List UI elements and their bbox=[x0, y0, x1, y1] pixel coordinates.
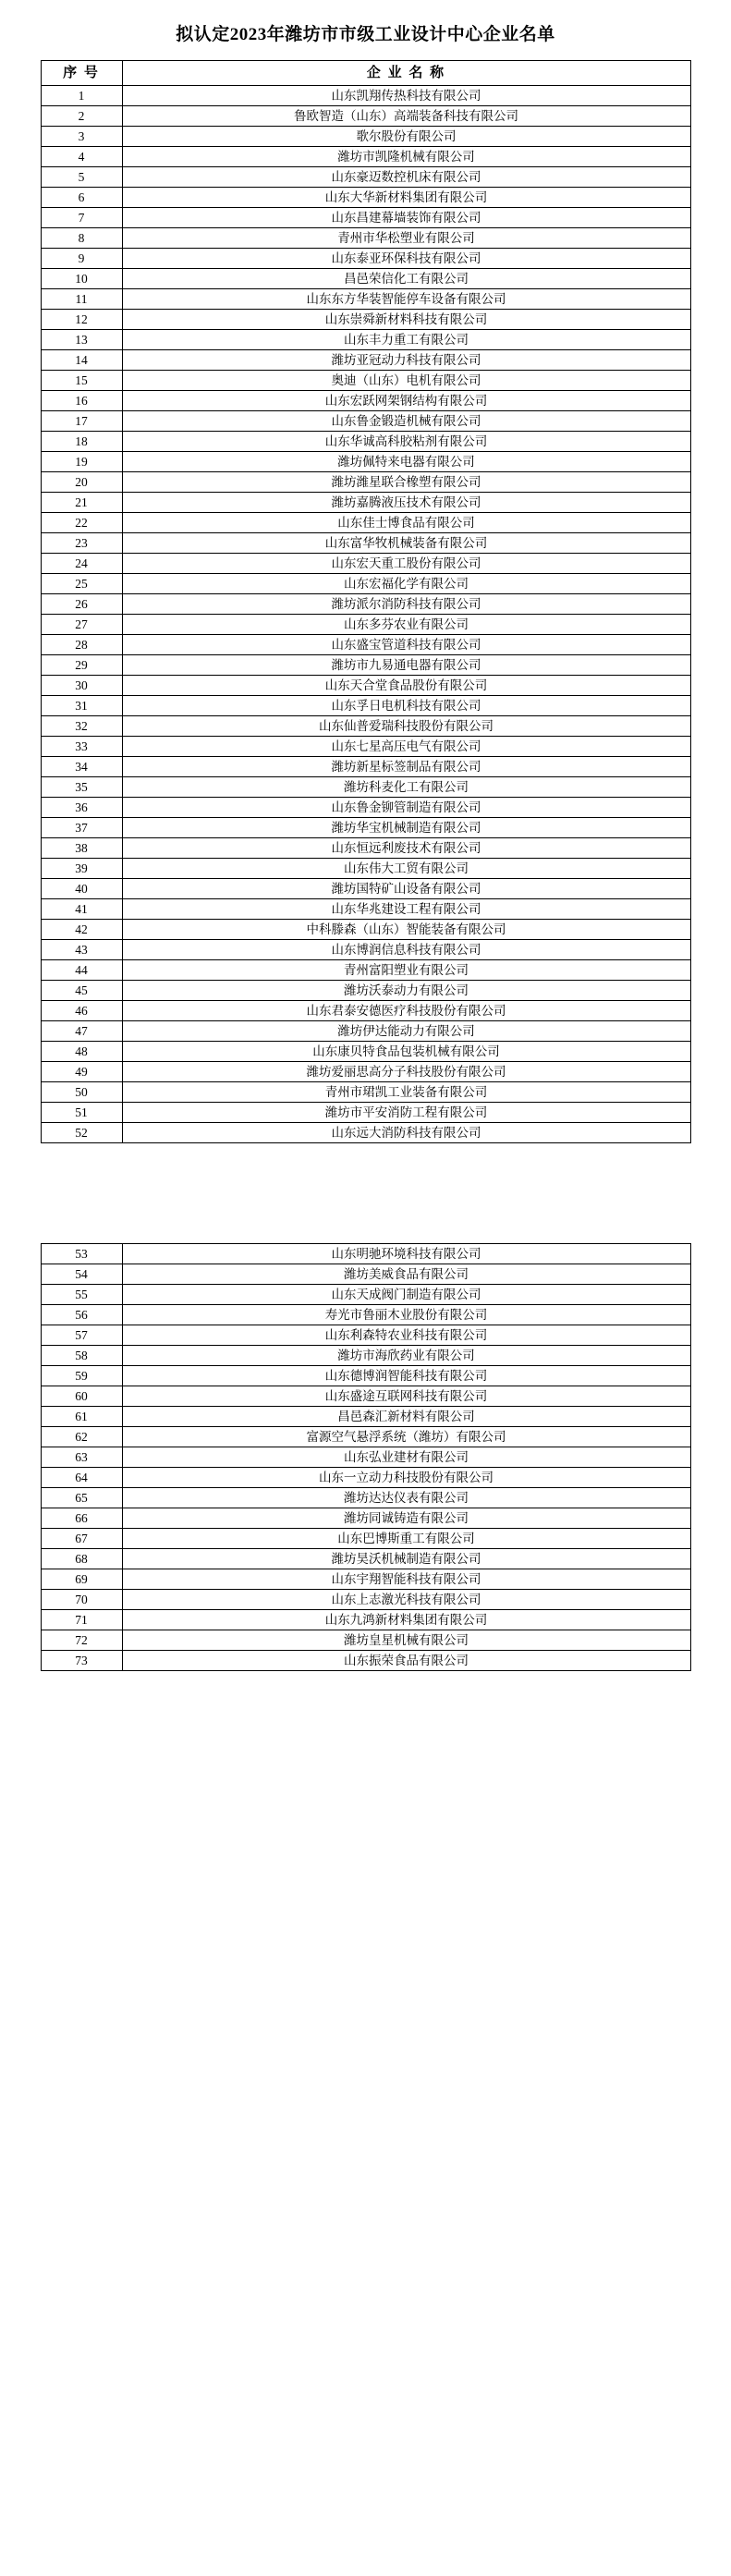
table-row bbox=[41, 737, 690, 757]
table-row bbox=[41, 208, 690, 228]
cell-enterprise-name: 昌邑荣信化工有限公司 bbox=[122, 269, 690, 289]
table-row bbox=[41, 472, 690, 493]
table-row bbox=[41, 1305, 690, 1325]
cell-number: 10 bbox=[41, 269, 122, 289]
cell-number: 73 bbox=[41, 1651, 122, 1671]
cell-enterprise-name: 山东九鸿新材料集团有限公司 bbox=[122, 1610, 690, 1630]
cell-enterprise-name: 鲁欧智造（山东）高端装备科技有限公司 bbox=[122, 106, 690, 127]
cell-number: 51 bbox=[41, 1103, 122, 1123]
table-row bbox=[41, 960, 690, 981]
cell-number: 28 bbox=[41, 635, 122, 655]
table-row bbox=[41, 1407, 690, 1427]
table-row bbox=[41, 635, 690, 655]
cell-enterprise-name: 潍坊沃泰动力有限公司 bbox=[122, 981, 690, 1001]
table-row bbox=[41, 1123, 690, 1143]
cell-number: 55 bbox=[41, 1285, 122, 1305]
cell-enterprise-name: 山东华诚高科胶粘剂有限公司 bbox=[122, 432, 690, 452]
table-row bbox=[41, 879, 690, 899]
cell-number: 68 bbox=[41, 1549, 122, 1569]
cell-number: 72 bbox=[41, 1630, 122, 1651]
cell-number: 16 bbox=[41, 391, 122, 411]
cell-number: 45 bbox=[41, 981, 122, 1001]
table-row bbox=[41, 940, 690, 960]
cell-number: 24 bbox=[41, 554, 122, 574]
table-row bbox=[41, 1549, 690, 1569]
cell-enterprise-name: 山东利森特农业科技有限公司 bbox=[122, 1325, 690, 1346]
cell-number: 7 bbox=[41, 208, 122, 228]
cell-enterprise-name: 潍坊市平安消防工程有限公司 bbox=[122, 1103, 690, 1123]
cell-number: 9 bbox=[41, 249, 122, 269]
cell-enterprise-name: 山东佳士博食品有限公司 bbox=[122, 513, 690, 533]
cell-enterprise-name: 山东巴博斯重工有限公司 bbox=[122, 1529, 690, 1549]
table-row bbox=[41, 1062, 690, 1082]
cell-enterprise-name: 山东大华新材料集团有限公司 bbox=[122, 188, 690, 208]
cell-number: 52 bbox=[41, 1123, 122, 1143]
cell-number: 29 bbox=[41, 655, 122, 676]
cell-enterprise-name: 潍坊科麦化工有限公司 bbox=[122, 777, 690, 798]
cell-enterprise-name: 潍坊派尔消防科技有限公司 bbox=[122, 594, 690, 615]
cell-enterprise-name: 潍坊亚冠动力科技有限公司 bbox=[122, 350, 690, 371]
table-row bbox=[41, 615, 690, 635]
cell-enterprise-name: 山东伟大工贸有限公司 bbox=[122, 859, 690, 879]
cell-enterprise-name: 山东宏跃网架钢结构有限公司 bbox=[122, 391, 690, 411]
cell-enterprise-name: 山东德博润智能科技有限公司 bbox=[122, 1366, 690, 1386]
table-row bbox=[41, 411, 690, 432]
cell-enterprise-name: 山东崇舜新材料科技有限公司 bbox=[122, 310, 690, 330]
cell-number: 53 bbox=[41, 1244, 122, 1264]
cell-enterprise-name: 潍坊佩特来电器有限公司 bbox=[122, 452, 690, 472]
table-row bbox=[41, 696, 690, 716]
cell-number: 22 bbox=[41, 513, 122, 533]
cell-enterprise-name: 富源空气悬浮系统（潍坊）有限公司 bbox=[122, 1427, 690, 1447]
cell-number: 20 bbox=[41, 472, 122, 493]
table-row bbox=[41, 777, 690, 798]
table-row bbox=[41, 655, 690, 676]
cell-number: 54 bbox=[41, 1264, 122, 1285]
cell-number: 1 bbox=[41, 86, 122, 106]
cell-enterprise-name: 山东盛宝管道科技有限公司 bbox=[122, 635, 690, 655]
table-row bbox=[41, 371, 690, 391]
cell-enterprise-name: 山东天成阀门制造有限公司 bbox=[122, 1285, 690, 1305]
table-row bbox=[41, 1285, 690, 1305]
cell-enterprise-name: 山东昌建幕墙装饰有限公司 bbox=[122, 208, 690, 228]
cell-number: 38 bbox=[41, 838, 122, 859]
cell-number: 48 bbox=[41, 1042, 122, 1062]
cell-enterprise-name: 山东七星高压电气有限公司 bbox=[122, 737, 690, 757]
cell-number: 23 bbox=[41, 533, 122, 554]
page-footer-gap bbox=[0, 1143, 731, 1243]
cell-enterprise-name: 青州富阳塑业有限公司 bbox=[122, 960, 690, 981]
table-row bbox=[41, 859, 690, 879]
column-header-number: 序 号 bbox=[41, 61, 122, 86]
table-row bbox=[41, 127, 690, 147]
table-row bbox=[41, 1529, 690, 1549]
cell-enterprise-name: 山东豪迈数控机床有限公司 bbox=[122, 167, 690, 188]
cell-enterprise-name: 潍坊市凯隆机械有限公司 bbox=[122, 147, 690, 167]
cell-enterprise-name: 潍坊华宝机械制造有限公司 bbox=[122, 818, 690, 838]
cell-enterprise-name: 山东君泰安德医疗科技股份有限公司 bbox=[122, 1001, 690, 1021]
cell-enterprise-name: 山东弘业建材有限公司 bbox=[122, 1447, 690, 1468]
table-row bbox=[41, 1630, 690, 1651]
table-row bbox=[41, 269, 690, 289]
cell-number: 64 bbox=[41, 1468, 122, 1488]
table-row bbox=[41, 289, 690, 310]
cell-number: 2 bbox=[41, 106, 122, 127]
cell-number: 11 bbox=[41, 289, 122, 310]
cell-enterprise-name: 青州市华松塑业有限公司 bbox=[122, 228, 690, 249]
cell-enterprise-name: 潍坊达达仪表有限公司 bbox=[122, 1488, 690, 1508]
cell-number: 35 bbox=[41, 777, 122, 798]
table-row bbox=[41, 798, 690, 818]
cell-enterprise-name: 山东振荣食品有限公司 bbox=[122, 1651, 690, 1671]
cell-enterprise-name: 山东盛途互联网科技有限公司 bbox=[122, 1386, 690, 1407]
cell-enterprise-name: 潍坊市海欣药业有限公司 bbox=[122, 1346, 690, 1366]
cell-number: 60 bbox=[41, 1386, 122, 1407]
cell-number: 6 bbox=[41, 188, 122, 208]
cell-enterprise-name: 潍坊爱丽思高分子科技股份有限公司 bbox=[122, 1062, 690, 1082]
cell-number: 71 bbox=[41, 1610, 122, 1630]
table-row bbox=[41, 1488, 690, 1508]
cell-enterprise-name: 奥迪（山东）电机有限公司 bbox=[122, 371, 690, 391]
cell-number: 4 bbox=[41, 147, 122, 167]
cell-number: 70 bbox=[41, 1590, 122, 1610]
table-row bbox=[41, 818, 690, 838]
table-row bbox=[41, 1082, 690, 1103]
table-row bbox=[41, 1366, 690, 1386]
table-row bbox=[41, 86, 690, 106]
cell-enterprise-name: 山东鲁金锻造机械有限公司 bbox=[122, 411, 690, 432]
table-row bbox=[41, 1325, 690, 1346]
cell-number: 18 bbox=[41, 432, 122, 452]
cell-number: 63 bbox=[41, 1447, 122, 1468]
cell-number: 43 bbox=[41, 940, 122, 960]
cell-enterprise-name: 山东宇翔智能科技有限公司 bbox=[122, 1569, 690, 1590]
cell-enterprise-name: 潍坊国特矿山设备有限公司 bbox=[122, 879, 690, 899]
table-row bbox=[41, 188, 690, 208]
table-row bbox=[41, 1264, 690, 1285]
table-row bbox=[41, 1427, 690, 1447]
cell-number: 36 bbox=[41, 798, 122, 818]
table-row bbox=[41, 432, 690, 452]
cell-number: 58 bbox=[41, 1346, 122, 1366]
cell-enterprise-name: 山东仙普爱瑞科技股份有限公司 bbox=[122, 716, 690, 737]
cell-enterprise-name: 中科滕森（山东）智能装备有限公司 bbox=[122, 920, 690, 940]
cell-enterprise-name: 山东恒远利废技术有限公司 bbox=[122, 838, 690, 859]
cell-number: 59 bbox=[41, 1366, 122, 1386]
cell-number: 3 bbox=[41, 127, 122, 147]
cell-number: 32 bbox=[41, 716, 122, 737]
cell-enterprise-name: 潍坊新星标签制品有限公司 bbox=[122, 757, 690, 777]
cell-enterprise-name: 山东上志激光科技有限公司 bbox=[122, 1590, 690, 1610]
enterprise-table-part2 bbox=[41, 1243, 691, 1671]
cell-number: 65 bbox=[41, 1488, 122, 1508]
cell-number: 17 bbox=[41, 411, 122, 432]
cell-enterprise-name: 山东明驰环境科技有限公司 bbox=[122, 1244, 690, 1264]
table-row bbox=[41, 147, 690, 167]
cell-enterprise-name: 青州市珺凯工业装备有限公司 bbox=[122, 1082, 690, 1103]
table-row bbox=[41, 350, 690, 371]
cell-number: 37 bbox=[41, 818, 122, 838]
cell-enterprise-name: 山东天合堂食品股份有限公司 bbox=[122, 676, 690, 696]
cell-number: 67 bbox=[41, 1529, 122, 1549]
cell-enterprise-name: 山东博润信息科技有限公司 bbox=[122, 940, 690, 960]
cell-number: 14 bbox=[41, 350, 122, 371]
cell-enterprise-name: 山东富华牧机械装备有限公司 bbox=[122, 533, 690, 554]
enterprise-table-part1 bbox=[41, 60, 691, 1143]
cell-number: 8 bbox=[41, 228, 122, 249]
cell-enterprise-name: 昌邑森汇新材料有限公司 bbox=[122, 1407, 690, 1427]
cell-number: 27 bbox=[41, 615, 122, 635]
cell-number: 26 bbox=[41, 594, 122, 615]
cell-number: 12 bbox=[41, 310, 122, 330]
table-row bbox=[41, 838, 690, 859]
cell-number: 49 bbox=[41, 1062, 122, 1082]
cell-enterprise-name: 山东华兆建设工程有限公司 bbox=[122, 899, 690, 920]
cell-number: 47 bbox=[41, 1021, 122, 1042]
cell-number: 33 bbox=[41, 737, 122, 757]
cell-enterprise-name: 歌尔股份有限公司 bbox=[122, 127, 690, 147]
cell-enterprise-name: 山东鲁金铆管制造有限公司 bbox=[122, 798, 690, 818]
cell-number: 30 bbox=[41, 676, 122, 696]
cell-number: 5 bbox=[41, 167, 122, 188]
cell-enterprise-name: 山东丰力重工有限公司 bbox=[122, 330, 690, 350]
cell-number: 21 bbox=[41, 493, 122, 513]
cell-number: 41 bbox=[41, 899, 122, 920]
cell-enterprise-name: 山东远大消防科技有限公司 bbox=[122, 1123, 690, 1143]
cell-number: 39 bbox=[41, 859, 122, 879]
cell-number: 40 bbox=[41, 879, 122, 899]
table-row bbox=[41, 716, 690, 737]
table-row bbox=[41, 1468, 690, 1488]
cell-enterprise-name: 山东宏福化学有限公司 bbox=[122, 574, 690, 594]
table-row bbox=[41, 1021, 690, 1042]
cell-enterprise-name: 潍坊美威食品有限公司 bbox=[122, 1264, 690, 1285]
column-header-name: 企 业 名 称 bbox=[122, 61, 690, 86]
cell-enterprise-name: 山东多芬农业有限公司 bbox=[122, 615, 690, 635]
table-row bbox=[41, 757, 690, 777]
table-row bbox=[41, 106, 690, 127]
table-row bbox=[41, 228, 690, 249]
cell-enterprise-name: 山东凯翔传热科技有限公司 bbox=[122, 86, 690, 106]
cell-enterprise-name: 山东孚日电机科技有限公司 bbox=[122, 696, 690, 716]
table-row bbox=[41, 167, 690, 188]
table-row bbox=[41, 1651, 690, 1671]
table-row bbox=[41, 594, 690, 615]
table-row bbox=[41, 1610, 690, 1630]
cell-number: 56 bbox=[41, 1305, 122, 1325]
cell-number: 25 bbox=[41, 574, 122, 594]
cell-enterprise-name: 潍坊市九易通电器有限公司 bbox=[122, 655, 690, 676]
cell-enterprise-name: 山东宏天重工股份有限公司 bbox=[122, 554, 690, 574]
cell-enterprise-name: 潍坊伊达能动力有限公司 bbox=[122, 1021, 690, 1042]
table-row bbox=[41, 920, 690, 940]
cell-number: 69 bbox=[41, 1569, 122, 1590]
table-row bbox=[41, 310, 690, 330]
cell-number: 31 bbox=[41, 696, 122, 716]
cell-number: 66 bbox=[41, 1508, 122, 1529]
cell-number: 13 bbox=[41, 330, 122, 350]
cell-number: 46 bbox=[41, 1001, 122, 1021]
table-row bbox=[41, 899, 690, 920]
cell-number: 50 bbox=[41, 1082, 122, 1103]
table-row bbox=[41, 1569, 690, 1590]
cell-enterprise-name: 潍坊嘉腾液压技术有限公司 bbox=[122, 493, 690, 513]
cell-number: 61 bbox=[41, 1407, 122, 1427]
table-row bbox=[41, 1244, 690, 1264]
cell-enterprise-name: 潍坊同诚铸造有限公司 bbox=[122, 1508, 690, 1529]
table-row bbox=[41, 574, 690, 594]
cell-enterprise-name: 寿光市鲁丽木业股份有限公司 bbox=[122, 1305, 690, 1325]
cell-enterprise-name: 山东泰亚环保科技有限公司 bbox=[122, 249, 690, 269]
table-row bbox=[41, 676, 690, 696]
cell-enterprise-name: 山东康贝特食品包装机械有限公司 bbox=[122, 1042, 690, 1062]
cell-number: 34 bbox=[41, 757, 122, 777]
cell-enterprise-name: 潍坊昊沃机械制造有限公司 bbox=[122, 1549, 690, 1569]
table-row bbox=[41, 1042, 690, 1062]
table-row bbox=[41, 1590, 690, 1610]
table-row bbox=[41, 452, 690, 472]
cell-enterprise-name: 潍坊潍星联合橡塑有限公司 bbox=[122, 472, 690, 493]
table-row bbox=[41, 513, 690, 533]
table-row bbox=[41, 391, 690, 411]
table-row bbox=[41, 1103, 690, 1123]
table-row bbox=[41, 1386, 690, 1407]
table-row bbox=[41, 1508, 690, 1529]
table-row bbox=[41, 249, 690, 269]
table-row bbox=[41, 554, 690, 574]
cell-enterprise-name: 山东东方华装智能停车设备有限公司 bbox=[122, 289, 690, 310]
table-row bbox=[41, 1346, 690, 1366]
cell-number: 62 bbox=[41, 1427, 122, 1447]
table-row bbox=[41, 1447, 690, 1468]
table-row bbox=[41, 330, 690, 350]
cell-number: 42 bbox=[41, 920, 122, 940]
table-header-row bbox=[41, 61, 690, 86]
table-row bbox=[41, 981, 690, 1001]
cell-number: 19 bbox=[41, 452, 122, 472]
table-row bbox=[41, 533, 690, 554]
cell-number: 57 bbox=[41, 1325, 122, 1346]
page-title: 拟认定2023年潍坊市市级工业设计中心企业名单 bbox=[176, 25, 555, 44]
table-row bbox=[41, 1001, 690, 1021]
cell-enterprise-name: 山东一立动力科技股份有限公司 bbox=[122, 1468, 690, 1488]
cell-number: 15 bbox=[41, 371, 122, 391]
table-row bbox=[41, 493, 690, 513]
cell-number: 44 bbox=[41, 960, 122, 981]
cell-enterprise-name: 潍坊皇星机械有限公司 bbox=[122, 1630, 690, 1651]
